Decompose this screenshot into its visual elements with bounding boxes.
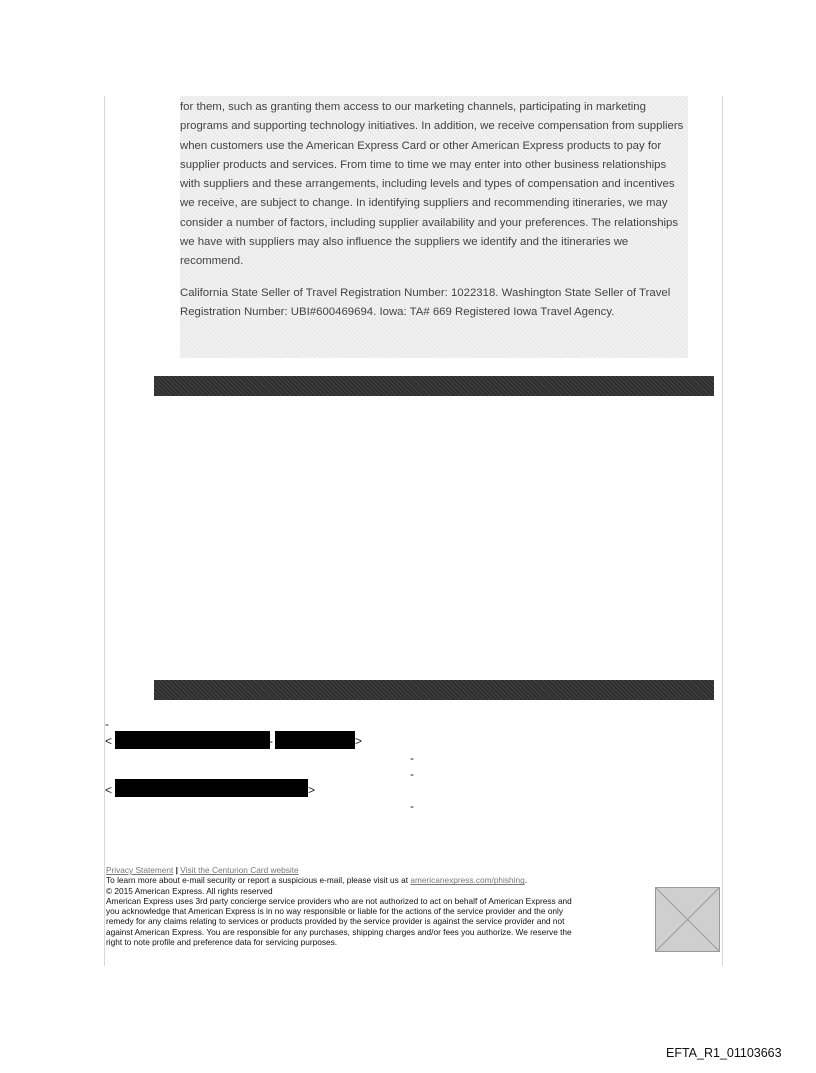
centurion-card-website-link[interactable]: Visit the Centurion Card website bbox=[180, 865, 299, 875]
signature-dash: - bbox=[105, 717, 109, 731]
signature-dash: - bbox=[410, 751, 414, 765]
disclaimer-line: remedy for any claims relating to services or products provided by the service provider is against the service provider and not bbox=[106, 916, 565, 927]
footer-links-row bbox=[106, 865, 654, 875]
phishing-link[interactable]: americanexpress.com/phishing bbox=[410, 875, 525, 886]
redaction-block bbox=[115, 731, 270, 749]
disclaimer-line: right to note profile and preference data for servicing purposes. bbox=[106, 937, 338, 948]
disclaimer-line: American Express uses 3rd party concierge service providers who are not authorized to act on behalf of American Express and bbox=[106, 895, 572, 906]
signature-bracket-close: > bbox=[355, 734, 363, 748]
signature-dash: - bbox=[410, 767, 414, 781]
supplier-disclosure-box bbox=[180, 96, 688, 358]
security-text: To learn more about e-mail security or report a suspicious e-mail, please visit us at bbox=[106, 875, 409, 886]
disclaimer-line: you acknowledge that American Express is in no way responsible or liable for the actions of the service provider and the only bbox=[106, 906, 564, 917]
redaction-block bbox=[115, 779, 308, 797]
email-frame-left-border bbox=[104, 96, 105, 966]
disclosure-paragraph: for them, such as granting them access to our marketing channels, participating in marketing programs and supporting technology initiatives. In addition, we receive compensation from suppliers when customers use the American Express Card or other American Express products to pay for supplier products and services. From time to time we may enter into other business relationships with suppliers and these arrangements, including levels and types of compensation and incentives we receive, are subject to change. In identifying suppliers and recommending itineraries, we may consider a number of factors, including supplier availability and your preferences. The relationships we have with suppliers may also influence the suppliers we identify and the itineraries we recommend. bbox=[180, 101, 684, 268]
security-period: . bbox=[524, 875, 528, 886]
privacy-statement-link[interactable]: Privacy Statement bbox=[106, 865, 174, 875]
document-page-id: EFTA_R1_01103663 bbox=[666, 1046, 782, 1060]
signature-bracket-open: < bbox=[105, 783, 113, 797]
signature-bracket-open: < bbox=[105, 734, 113, 748]
copyright-text: © 2015 American Express. All rights reserved bbox=[106, 885, 273, 896]
signature-bracket-close: > bbox=[308, 783, 316, 797]
broken-image-icon bbox=[655, 887, 720, 952]
seller-of-travel-registration: California State Seller of Travel Registration Number: 1022318. Washington State Seller of Travel Registration Number: UBI#600469694. Iowa: TA# 669 Registered Iowa Travel Agency. bbox=[180, 286, 671, 318]
signature-hyphen: - bbox=[269, 734, 273, 748]
email-footer bbox=[106, 865, 654, 947]
signature-dash: - bbox=[410, 799, 414, 813]
footer-separator: | bbox=[175, 865, 178, 875]
email-frame-right-border bbox=[722, 96, 723, 966]
redacted-bar-bottom bbox=[154, 680, 714, 700]
redaction-block bbox=[275, 731, 355, 749]
disclaimer-line: against American Express. You are responsible for any purchases, shipping charges and/or fees you authorize. We reserve the bbox=[106, 926, 572, 937]
redacted-bar-top bbox=[154, 376, 714, 396]
footer-security-row bbox=[106, 875, 654, 885]
